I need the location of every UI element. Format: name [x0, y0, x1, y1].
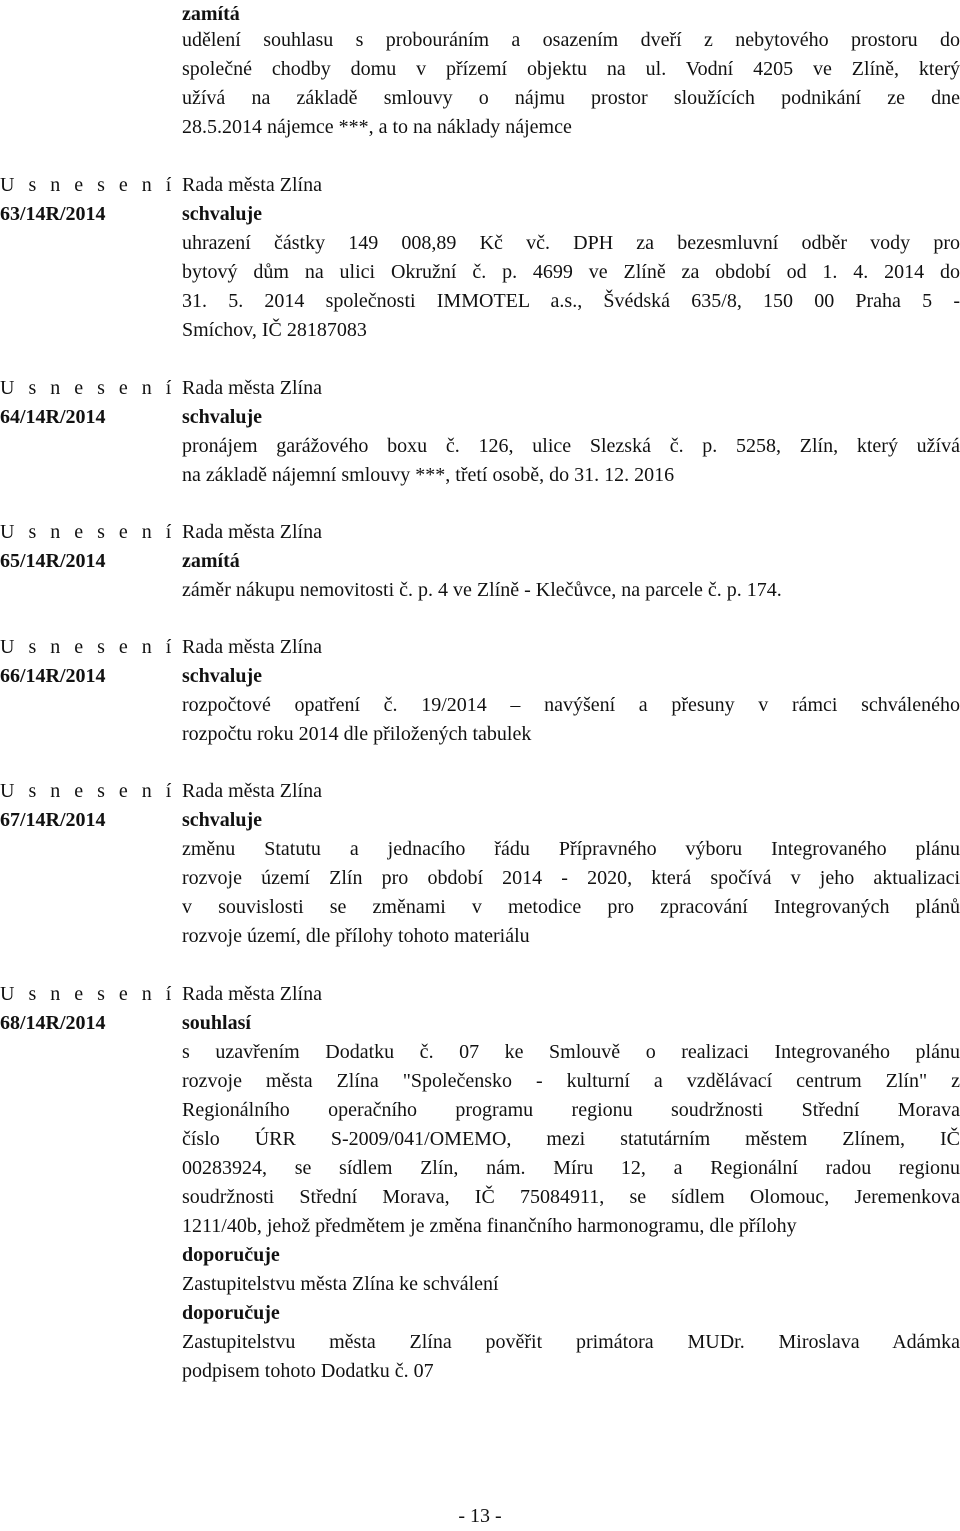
text-line: rozvoje města Zlína "Společensko - kulturní a vzdělávací centrum Zlín" z	[182, 1070, 960, 1092]
resolution-number: 63/14R/2014	[0, 203, 106, 225]
resolution-number: 64/14R/2014	[0, 406, 106, 428]
text-line: podpisem tohoto Dodatku č. 07	[182, 1360, 434, 1382]
resolution-body: Rada města Zlína	[182, 377, 322, 399]
resolution-body: Rada města Zlína	[182, 780, 322, 802]
resolution-verdict: schvaluje	[182, 406, 262, 428]
resolution-verdict: schvaluje	[182, 203, 262, 225]
text-line: 1211/40b, jehož předmětem je změna finančního harmonogramu, dle přílohy	[182, 1215, 797, 1237]
recommend-verdict: doporučuje	[182, 1302, 280, 1324]
text-line: v souvislosti se změnami v metodice pro zpracování Integrovaných plánů	[182, 896, 960, 918]
resolution-number: 67/14R/2014	[0, 809, 106, 831]
text-line: pronájem garážového boxu č. 126, ulice Slezská č. p. 5258, Zlín, který užívá	[182, 435, 960, 457]
text-line: rozvoje území, dle přílohy tohoto materiálu	[182, 925, 530, 947]
resolution-number: 65/14R/2014	[0, 550, 106, 572]
text-line: 28.5.2014 nájemce ***, a to na náklady nájemce	[182, 116, 572, 138]
resolution-label: U s n e s e n í	[0, 377, 176, 399]
text-line: 31. 5. 2014 společnosti IMMOTEL a.s., Švédská 635/8, 150 00 Praha 5 -	[182, 290, 960, 312]
resolution-number: 68/14R/2014	[0, 1012, 106, 1034]
text-line: Smíchov, IČ 28187083	[182, 319, 367, 341]
text-line: udělení souhlasu s probouráním a osazením dveří z nebytového prostoru do	[182, 29, 960, 51]
resolution-body: Rada města Zlína	[182, 636, 322, 658]
resolution-verdict: schvaluje	[182, 809, 262, 831]
resolution-label: U s n e s e n í	[0, 636, 176, 658]
text-line: soudržnosti Střední Morava, IČ 75084911, se sídlem Olomouc, Jeremenkova	[182, 1186, 960, 1208]
text-line: rozpočtu roku 2014 dle přiložených tabulek	[182, 723, 532, 745]
resolution-body: Rada města Zlína	[182, 521, 322, 543]
text-line: bytový dům na ulici Okružní č. p. 4699 ve Zlíně za období od 1. 4. 2014 do	[182, 261, 960, 283]
resolution-number: 66/14R/2014	[0, 665, 106, 687]
resolution-label: U s n e s e n í	[0, 174, 176, 196]
resolution-body: Rada města Zlína	[182, 983, 322, 1005]
text-line: na základě nájemní smlouvy ***, třetí osobě, do 31. 12. 2016	[182, 464, 675, 486]
text-line: rozpočtové opatření č. 19/2014 – navýšení a přesuny v rámci schváleného	[182, 694, 960, 716]
resolution-label: U s n e s e n í	[0, 521, 176, 543]
text-line: záměr nákupu nemovitosti č. p. 4 ve Zlíně - Klečůvce, na parcele č. p. 174.	[182, 579, 782, 601]
text-line: uhrazení částky 149 008,89 Kč vč. DPH za bezesmluvní odběr vody pro	[182, 232, 960, 254]
text-line: užívá na základě smlouvy o nájmu prostor sloužících podnikání ze dne	[182, 87, 960, 109]
resolution-body: Rada města Zlína	[182, 174, 322, 196]
text-line: číslo ÚRR S-2009/041/OMEMO, mezi statutárním městem Zlínem, IČ	[182, 1128, 960, 1150]
resolution-label: U s n e s e n í	[0, 983, 176, 1005]
resolution-verdict: souhlasí	[182, 1012, 251, 1034]
text-line: Regionálního operačního programu regionu soudržnosti Střední Morava	[182, 1099, 960, 1121]
resolution-verdict: schvaluje	[182, 665, 262, 687]
page-number: - 13 -	[458, 1505, 502, 1527]
resolution-label: U s n e s e n í	[0, 780, 176, 802]
text-line: 00283924, se sídlem Zlín, nám. Míru 12, a Regionální radou regionu	[182, 1157, 960, 1179]
text-line: Zastupitelstvu města Zlína ke schválení	[182, 1273, 499, 1295]
text-line: změnu Statutu a jednacího řádu Přípravného výboru Integrovaného plánu	[182, 838, 960, 860]
text-line: společné chodby domu v přízemí objektu na ul. Vodní 4205 ve Zlíně, který	[182, 58, 960, 80]
text-line: s uzavřením Dodatku č. 07 ke Smlouvě o realizaci Integrovaného plánu	[182, 1041, 960, 1063]
resolution-verdict: zamítá	[182, 550, 240, 572]
text-line: Zastupitelstvu města Zlína pověřit primátora MUDr. Miroslava Adámka	[182, 1331, 960, 1353]
text-line: rozvoje území Zlín pro období 2014 - 2020, která spočívá v jeho aktualizaci	[182, 867, 960, 889]
top-verdict: zamítá	[182, 3, 240, 25]
recommend-verdict: doporučuje	[182, 1244, 280, 1266]
